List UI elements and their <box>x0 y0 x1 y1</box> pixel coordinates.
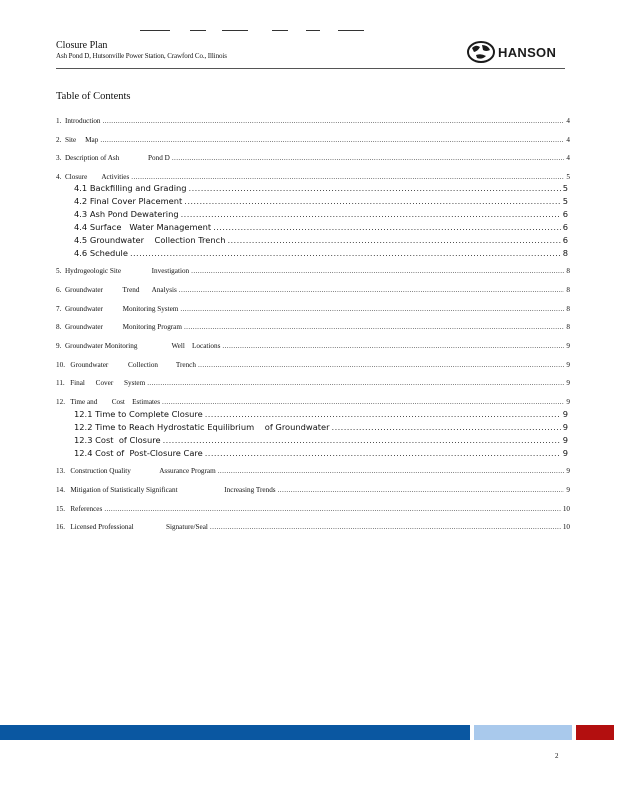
toc-entry-time-cost[interactable]: 12. Time and Cost Estimates ..... 9 <box>56 398 570 406</box>
toc-entry-4-3[interactable]: 4.3 Ash Pond Dewatering ..... 6 <box>74 209 568 219</box>
toc-entry-collection-trench[interactable]: 10. Groundwater Collection Trench ..... 9 <box>56 361 570 369</box>
toc-entry-monitoring-system[interactable]: 7. Groundwater Monitoring System ..... 8 <box>56 305 570 313</box>
toc-entry-mitigation[interactable]: 14. Mitigation of Statistically Significant Increasing Trends ..... 9 <box>56 486 570 494</box>
toc-entry-closure-activities[interactable]: 4. Closure Activities ..... 5 <box>56 173 570 181</box>
hanson-logo <box>466 38 562 66</box>
toc-entry-cqa[interactable]: 13. Construction Quality Assurance Program ..... 9 <box>56 467 570 475</box>
globe-icon <box>466 40 496 64</box>
document-subtitle: Ash Pond D, Hutsonville Power Station, Crawford Co., Illinois <box>56 52 227 60</box>
footer-bar-blue <box>0 725 470 740</box>
toc-entry-description[interactable]: 3. Description of Ash Pond D ..... 4 <box>56 154 570 162</box>
toc-entry-4-1[interactable]: 4.1 Backfilling and Grading ..... 5 <box>74 183 568 193</box>
toc-entry-4-6[interactable]: 4.6 Schedule ..... 8 <box>74 248 568 258</box>
toc-entry-4-5[interactable]: 4.5 Groundwater Collection Trench ..... 6 <box>74 235 568 245</box>
toc-entry-monitoring-program[interactable]: 8. Groundwater Monitoring Program ..... 8 <box>56 323 570 331</box>
toc-entry-4-2[interactable]: 4.2 Final Cover Placement ..... 5 <box>74 196 568 206</box>
page-number: 2 <box>555 752 559 760</box>
toc-entry-signature[interactable]: 16. Licensed Professional Signature/Seal ..... 10 <box>56 523 570 531</box>
toc-entry-references[interactable]: 15. References ..... 10 <box>56 505 570 513</box>
document-title: Closure Plan <box>56 40 108 51</box>
toc-entry-well-locations[interactable]: 9. Groundwater Monitoring Well Locations ..... 9 <box>56 342 570 350</box>
toc-entry-introduction[interactable]: 1. Introduction ..... 4 <box>56 117 570 125</box>
logo-wordmark: HANSON <box>498 44 557 60</box>
toc-entry-12-1[interactable]: 12.1 Time to Complete Closure ..... 9 <box>74 409 568 419</box>
toc-entry-12-2[interactable]: 12.2 Time to Reach Hydrostatic Equilibrium of Groundwater ..... 9 <box>74 422 568 432</box>
header-divider <box>56 68 565 69</box>
toc-entry-12-4[interactable]: 12.4 Cost of Post-Closure Care ..... 9 <box>74 448 568 458</box>
toc-entry-site-map[interactable]: 2. Site Map ..... 4 <box>56 136 570 144</box>
toc-entry-final-cover[interactable]: 11. Final Cover System ..... 9 <box>56 379 570 387</box>
footer-bar-light-blue <box>474 725 572 740</box>
footer-bar-red <box>576 725 614 740</box>
toc-entry-12-3[interactable]: 12.3 Cost of Closure ..... 9 <box>74 435 568 445</box>
toc-entry-trend-analysis[interactable]: 6. Groundwater Trend Analysis ..... 8 <box>56 286 570 294</box>
top-header-marks <box>140 30 370 32</box>
toc-entry-4-4[interactable]: 4.4 Surface Water Management ..... 6 <box>74 222 568 232</box>
toc-heading: Table of Contents <box>56 91 131 102</box>
toc-entry-hydrogeologic[interactable]: 5. Hydrogeologic Site Investigation ..... 8 <box>56 267 570 275</box>
